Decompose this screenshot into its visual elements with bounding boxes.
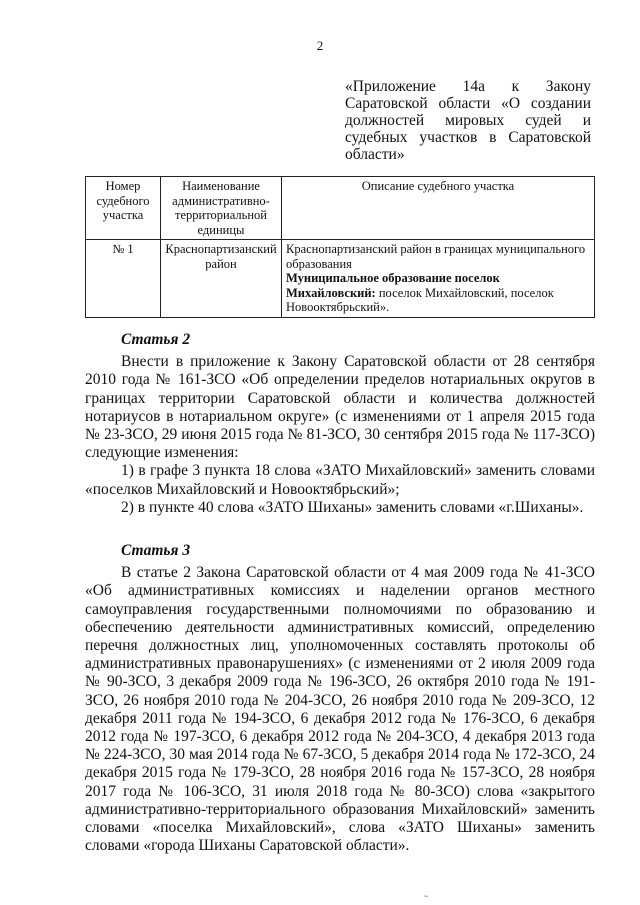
- header-admin-unit: Наименование административно-территориальной единицы: [161, 177, 282, 240]
- header-district-description: Описание судебного участка: [282, 177, 595, 240]
- page-number: 2: [316, 38, 324, 53]
- appendix-note: «Приложение 14а к Закону Саратовской области «О создании должностей мировых судей и судебных участков в Саратовской области»: [345, 78, 591, 163]
- article-2-intro: Внести в приложение к Закону Саратовской области от 28 сентября 2010 года № 161-ЗСО «Об определении пределов нотариальных округов в границах территории Саратовской области и количества должностей нотариусов в нотариальном округе» (с изменениями от 1 апреля 2015 года № 23-ЗСО, 29 июня 2015 года № 81-ЗСО, 30 сентября 2015 года № 117-ЗСО) следующие изменения:: [85, 353, 595, 462]
- court-district-table: [85, 176, 595, 318]
- article-3-text: В статье 2 Закона Саратовской области от 4 мая 2009 года № 41-ЗСО «Об административных комиссиях и наделении органов местного самоуправления государственными полномочиями по образованию и обеспечению деятельности административных комиссий, определению перечня должностных лиц, уполномоченных составлять протоколы об административных правонарушениях» (с изменениями от 2 июля 2009 года № 90-ЗСО, 3 декабря 2009 года № 196-ЗСО, 26 октября 2010 года № 191-ЗСО, 26 ноября 2010 года № 204-ЗСО, 26 ноября 2010 года № 209-ЗСО, 12 декабря 2011 года № 194-ЗСО, 6 декабря 2012 года № 176-ЗСО, 6 декабря 2012 года № 197-ЗСО, 6 декабря 2012 года № 204-ЗСО, 4 декабря 2013 года № 224-ЗСО, 30 мая 2014 года № 67-ЗСО, 5 декабря 2014 года № 172-ЗСО, 24 декабря 2015 года № 179-ЗСО, 28 ноября 2016 года № 157-ЗСО, 28 ноября 2017 года № 106-ЗСО, 31 июля 2018 года № 80-ЗСО) слова «закрытого административно-территориального образования Михайловский» заменить словами «поселка Михайловский», слова «ЗАТО Шиханы» заменить словами «города Шиханы Саратовской области».: [85, 564, 595, 855]
- cell-district-description: [282, 240, 595, 318]
- table-header-row: [86, 177, 595, 240]
- description-line-2: поселок Михайловский, поселок Новооктябрьский».: [286, 285, 554, 314]
- article-2-title: Статья 2: [121, 331, 191, 348]
- cell-district-number: № 1: [86, 240, 161, 318]
- description-line-1: Краснопартизанский район в границах муниципального образования: [286, 242, 586, 271]
- description-bold-municipality: Муниципальное образование поселок Михайловский:: [286, 271, 500, 300]
- article-2-item-2: 2) в пункте 40 слова «ЗАТО Шиханы» заменить словами «г.Шиханы».: [121, 498, 584, 516]
- cell-admin-unit: Краснопартизанский район: [161, 240, 282, 318]
- table-row: [86, 240, 595, 318]
- bottom-mark: ~: [424, 892, 429, 901]
- article-2: [85, 331, 595, 517]
- article-2-item-1: 1) в графе 3 пункта 18 слова «ЗАТО Михайловский» заменить словами «поселков Михайловский и Новооктябрьский»;: [85, 462, 595, 498]
- header-district-number: Номер судебного участка: [86, 177, 161, 240]
- article-3-title: Статья 3: [121, 542, 191, 559]
- article-3: [85, 542, 595, 855]
